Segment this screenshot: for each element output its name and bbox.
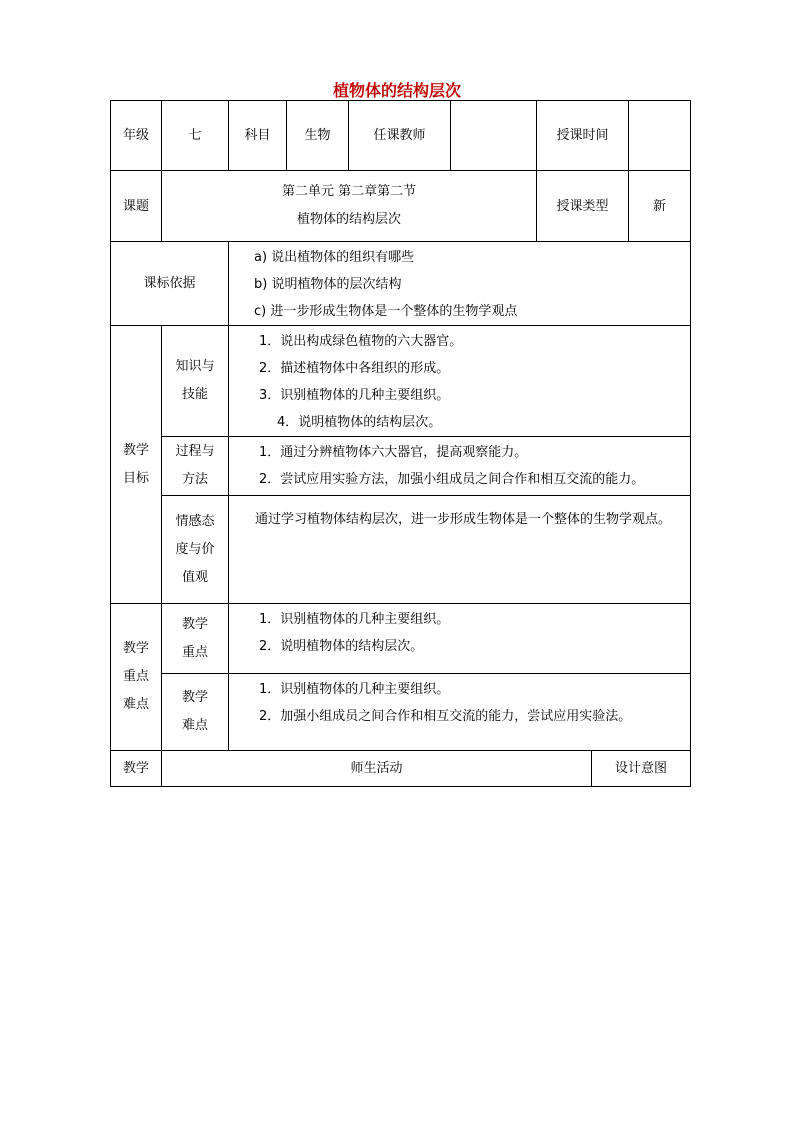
list-item: 2．加强小组成员之间合作和相互交流的能力，尝试应用实验法。 bbox=[259, 709, 632, 724]
subject-value: 生物 bbox=[287, 101, 349, 171]
difficulty-row bbox=[111, 674, 691, 751]
list-item: 3．识别植物体的几种主要组织。 bbox=[259, 388, 450, 403]
grade-label: 年级 bbox=[111, 101, 162, 171]
emotion-label: 情感态 度与价 值观 bbox=[162, 496, 229, 604]
type-label: 授课类型 bbox=[537, 171, 629, 242]
list-item: c) 进一步形成生物体是一个整体的生物学观点 bbox=[254, 304, 518, 319]
process-label: 过程与 方法 bbox=[162, 437, 229, 496]
list-item: 1．说出构成绿色植物的六大器官。 bbox=[259, 334, 463, 349]
list-item: a) 说出植物体的组织有哪些 bbox=[254, 250, 415, 265]
objectives-process-row bbox=[111, 437, 691, 496]
teacher-value bbox=[451, 101, 537, 171]
topic-label: 课题 bbox=[111, 171, 162, 242]
footer-row bbox=[111, 751, 691, 787]
standard-row bbox=[111, 242, 691, 326]
list-item: 1．通过分辨植物体六大器官，提高观察能力。 bbox=[259, 445, 528, 460]
list-item: 1．识别植物体的几种主要组织。 bbox=[259, 682, 450, 697]
focus-label: 教学 重点 bbox=[162, 604, 229, 674]
intent-label: 设计意图 bbox=[592, 751, 691, 787]
list-item: 2．说明植物体的结构层次。 bbox=[259, 639, 424, 654]
objectives-knowledge-row bbox=[111, 326, 691, 437]
objectives-label: 教学 目标 bbox=[111, 326, 162, 604]
teaching-label: 教学 bbox=[111, 751, 162, 787]
objectives-emotion-row bbox=[111, 496, 691, 604]
list-item: b) 说明植物体的层次结构 bbox=[254, 277, 402, 292]
subject-label: 科目 bbox=[229, 101, 287, 171]
knowledge-label: 知识与 技能 bbox=[162, 326, 229, 437]
teacher-label: 任课教师 bbox=[349, 101, 451, 171]
list-item: 4．说明植物体的结构层次。 bbox=[277, 415, 442, 430]
lesson-plan-table bbox=[110, 100, 691, 787]
topic-row bbox=[111, 171, 691, 242]
knowledge-list bbox=[229, 326, 691, 437]
difficulty-label: 教学 难点 bbox=[162, 674, 229, 751]
difficulty-list bbox=[229, 674, 691, 751]
standard-list bbox=[229, 242, 691, 326]
time-label: 授课时间 bbox=[537, 101, 629, 171]
document-title: 植物体的结构层次 bbox=[332, 81, 461, 100]
topic-value bbox=[162, 171, 537, 242]
activity-label: 师生活动 bbox=[162, 751, 592, 787]
topic-line-1: 第二单元 第二章第二节 bbox=[281, 184, 417, 199]
grade-value: 七 bbox=[162, 101, 229, 171]
topic-line-2: 植物体的结构层次 bbox=[297, 212, 402, 227]
list-item: 1．识别植物体的几种主要组织。 bbox=[259, 612, 450, 627]
emotion-text: 通过学习植物体结构层次，进一步形成生物体是一个整体的生物学观点。 bbox=[229, 496, 691, 604]
time-value bbox=[629, 101, 691, 171]
focus-row bbox=[111, 604, 691, 674]
process-list bbox=[229, 437, 691, 496]
header-row bbox=[111, 101, 691, 171]
key-points-label: 教学 重点 难点 bbox=[111, 604, 162, 751]
list-item: 2．尝试应用实验方法，加强小组成员之间合作和相互交流的能力。 bbox=[259, 472, 645, 487]
list-item: 2．描述植物体中各组织的形成。 bbox=[259, 361, 450, 376]
focus-list bbox=[229, 604, 691, 674]
standard-label: 课标依据 bbox=[111, 242, 229, 326]
type-value: 新 bbox=[629, 171, 691, 242]
